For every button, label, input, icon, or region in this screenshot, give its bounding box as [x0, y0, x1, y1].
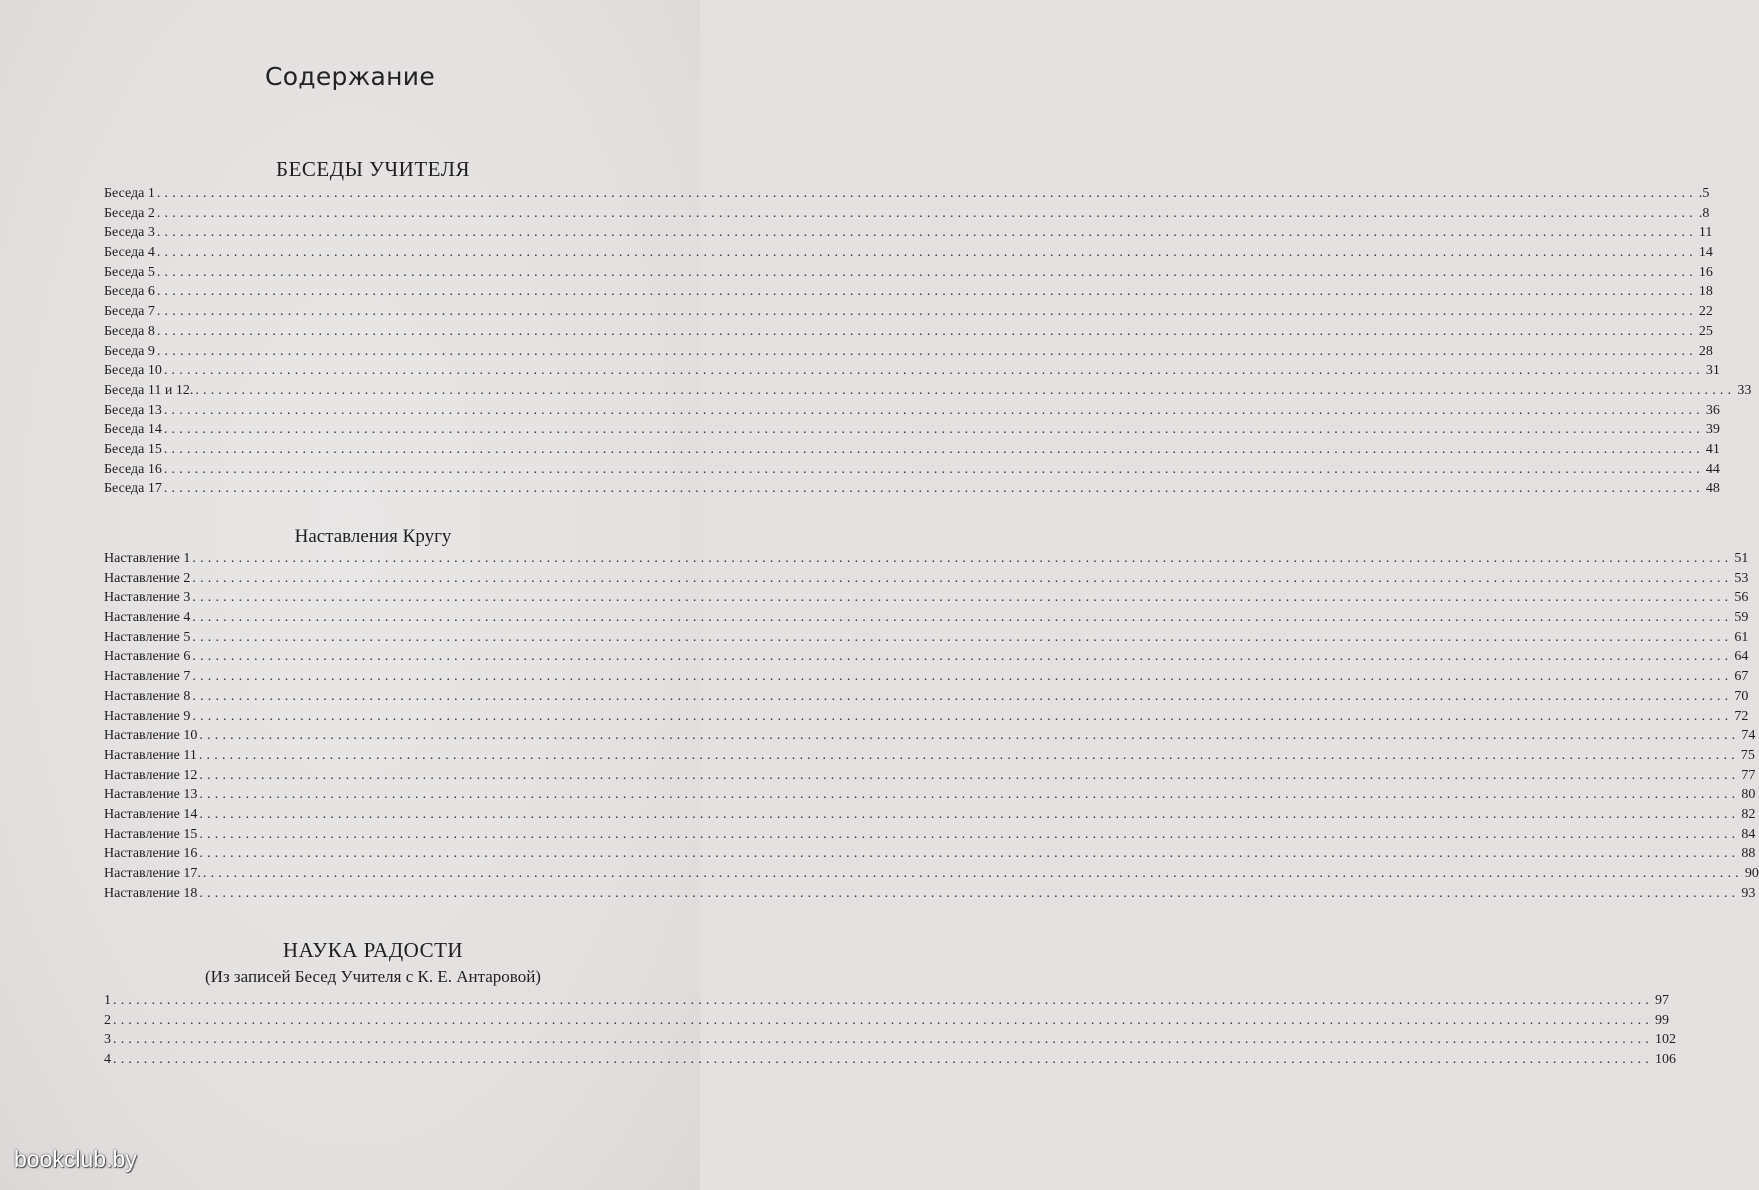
dot-leader: ........................................................................................................................................................................................................: [192, 570, 1733, 586]
toc-entry-label: Наставление 1: [104, 551, 191, 566]
toc-entry-page-number: 67: [1734, 669, 1749, 685]
toc-entry-label: Наставление 9: [104, 708, 191, 724]
dot-leader: ........................................................................................................................................................................................................: [113, 1052, 1653, 1068]
toc-entry-page-number: 64: [1734, 649, 1749, 665]
dot-leader: ........................................................................................................................................................................................................: [156, 264, 1697, 280]
toc-entry-label: Беседа 11 и 12.: [104, 382, 194, 398]
toc-entry-label: Беседа 9: [104, 343, 155, 359]
dot-leader: ........................................................................................................................................................................................................: [163, 363, 1704, 379]
toc-entry-label: 2: [104, 1012, 111, 1028]
toc-entry-page-number: 93: [1741, 885, 1756, 901]
toc-entry-page-number: 22: [1698, 304, 1713, 320]
dot-leader: ........................................................................................................................................................................................................: [192, 649, 1733, 665]
toc-entry-page-number: 39: [1705, 422, 1720, 438]
toc-entry-label: 4: [104, 1052, 111, 1068]
toc-entry: [104, 864, 1759, 884]
toc-entry: [104, 282, 1713, 302]
dot-leader: ........................................................................................................................................................................................................: [113, 993, 1653, 1008]
toc-entry-page-number: 84: [1741, 826, 1756, 842]
toc-entry-page-number: 36: [1705, 402, 1720, 418]
toc-entry-page-number: 74: [1741, 728, 1756, 744]
toc-entry: [104, 766, 1756, 786]
toc-entry: [104, 647, 1749, 667]
dot-leader: ........................................................................................................................................................................................................: [198, 747, 1739, 763]
toc-entry-label: Беседа 1: [104, 186, 155, 201]
toc-entry: [104, 420, 1720, 440]
toc-entry-page-number: 88: [1741, 846, 1756, 862]
toc-entry: [104, 479, 1720, 499]
dot-leader: ........................................................................................................................................................................................................: [199, 728, 1740, 744]
dot-leader: ........................................................................................................................................................................................................: [156, 205, 1697, 221]
toc-entry-page-number: 28: [1698, 343, 1713, 359]
toc-entry-page-number: 75: [1740, 747, 1755, 763]
toc-entry-page-number: 102: [1655, 1032, 1676, 1048]
toc-entry: [104, 223, 1713, 243]
toc-entry-label: Беседа 7: [104, 304, 155, 320]
toc-entry-label: Наставление 10: [104, 728, 198, 744]
dot-leader: ........................................................................................................................................................................................................: [199, 846, 1740, 862]
dot-leader: ........................................................................................................................................................................................................: [156, 245, 1697, 261]
toc-entry-page-number: 25: [1698, 323, 1713, 339]
toc-entry-label: Наставление 17.: [104, 866, 201, 881]
toc-entry-page-number: 106: [1655, 1052, 1676, 1068]
watermark-text: bookclub.by: [14, 1146, 137, 1172]
toc-entry-page-number: 82: [1741, 806, 1756, 822]
toc-entry: [104, 1030, 1676, 1050]
dot-leader: ........................................................................................................................................................................................................: [163, 422, 1704, 438]
toc-entry-label: Наставление 16: [104, 846, 198, 862]
toc-entry: [104, 342, 1713, 362]
toc-entry-label: Беседа 6: [104, 284, 155, 300]
dot-leader: ........................................................................................................................................................................................................: [202, 866, 1743, 881]
toc-entry-page-number: 41: [1705, 441, 1720, 457]
toc-entry: [104, 1011, 1669, 1031]
dot-leader: ........................................................................................................................................................................................................: [199, 806, 1740, 822]
toc-entry-page-number: 33: [1737, 382, 1752, 398]
section-subheading-nauka: (Из записей Бесед Учителя с К. Е. Антаровой): [205, 967, 541, 986]
toc-entry-label: Наставление 12: [104, 767, 198, 783]
dot-leader: ........................................................................................................................................................................................................: [192, 629, 1733, 645]
toc-entry-page-number: 14: [1698, 245, 1713, 261]
toc-entry-page-number: 80: [1741, 787, 1756, 803]
toc-entry: [104, 460, 1720, 480]
dot-leader: ........................................................................................................................................................................................................: [195, 382, 1736, 398]
toc-entry-label: Беседа 3: [104, 225, 155, 241]
toc-entry: [104, 628, 1749, 648]
toc-entry: [104, 884, 1756, 904]
dot-leader: ........................................................................................................................................................................................................: [156, 304, 1697, 320]
dot-leader: ........................................................................................................................................................................................................: [192, 610, 1733, 626]
toc-entry-label: Наставление 14: [104, 806, 198, 822]
dot-leader: ........................................................................................................................................................................................................: [192, 708, 1733, 724]
section-heading-besedy: БЕСЕДЫ УЧИТЕЛЯ: [276, 157, 470, 181]
dot-leader: ........................................................................................................................................................................................................: [192, 669, 1733, 685]
toc-entry-label: Наставление 3: [104, 590, 191, 606]
page-title: Содержание: [264, 62, 436, 91]
dot-leader: ........................................................................................................................................................................................................: [199, 787, 1740, 803]
toc-entry: [104, 608, 1749, 628]
toc-entry: [104, 991, 1669, 1011]
toc-entry-page-number: 51: [1734, 551, 1749, 566]
toc-entry-label: Наставление 6: [104, 649, 191, 665]
dot-leader: ........................................................................................................................................................................................................: [163, 441, 1704, 457]
toc-entry-label: 3: [104, 1032, 111, 1048]
toc-entry: [104, 381, 1752, 401]
dot-leader: ........................................................................................................................................................................................................: [192, 551, 1733, 566]
toc-entry: [104, 302, 1713, 322]
toc-entry-page-number: .5: [1698, 186, 1710, 201]
dot-leader: ........................................................................................................................................................................................................: [156, 186, 1697, 201]
toc-list-nastavleniya: [104, 549, 1759, 903]
dot-leader: ........................................................................................................................................................................................................: [192, 590, 1733, 606]
dot-leader: ........................................................................................................................................................................................................: [156, 343, 1697, 359]
toc-entry-label: Наставление 7: [104, 669, 191, 685]
toc-entry: [104, 785, 1756, 805]
dot-leader: ........................................................................................................................................................................................................: [163, 461, 1704, 477]
dot-leader: ........................................................................................................................................................................................................: [199, 767, 1740, 783]
toc-entry-page-number: 99: [1655, 1012, 1669, 1028]
toc-entry-page-number: 56: [1734, 590, 1749, 606]
toc-entry: [104, 204, 1710, 224]
toc-entry-label: Беседа 15: [104, 441, 162, 457]
toc-entry-label: Беседа 10: [104, 363, 162, 379]
toc-entry-page-number: 59: [1734, 610, 1749, 626]
toc-entry-label: Беседа 2: [104, 205, 155, 221]
toc-entry-label: Наставление 8: [104, 688, 191, 704]
section-heading-nastavleniya: Наставления Кругу: [294, 526, 452, 547]
dot-leader: ........................................................................................................................................................................................................: [113, 1032, 1653, 1048]
toc-entry: [104, 825, 1756, 845]
toc-entry-label: 1: [104, 993, 111, 1008]
toc-entry-label: Наставление 4: [104, 610, 191, 626]
toc-list-nauka: [104, 991, 1676, 1070]
toc-entry-page-number: 77: [1741, 767, 1756, 783]
dot-leader: ........................................................................................................................................................................................................: [156, 323, 1697, 339]
toc-entry-label: Наставление 13: [104, 787, 198, 803]
toc-entry: [104, 726, 1756, 746]
toc-entry-label: Беседа 5: [104, 264, 155, 280]
toc-list-besedy: [104, 184, 1752, 499]
toc-entry: [104, 263, 1713, 283]
toc-entry-label: Наставление 5: [104, 629, 191, 645]
toc-entry: [104, 440, 1720, 460]
toc-entry: [104, 401, 1720, 421]
toc-entry: [104, 243, 1713, 263]
toc-entry: [104, 184, 1710, 204]
dot-leader: ........................................................................................................................................................................................................: [156, 284, 1697, 300]
dot-leader: ........................................................................................................................................................................................................: [199, 885, 1740, 901]
toc-entry: [104, 805, 1756, 825]
toc-entry-page-number: 16: [1698, 264, 1713, 280]
toc-entry-page-number: 18: [1698, 284, 1713, 300]
toc-entry: [104, 549, 1749, 569]
toc-entry-label: Наставление 11: [104, 747, 197, 763]
toc-entry-page-number: 31: [1705, 363, 1720, 379]
toc-entry: [104, 322, 1713, 342]
toc-entry-label: Наставление 18: [104, 885, 198, 901]
dot-leader: ........................................................................................................................................................................................................: [163, 481, 1704, 497]
toc-entry: [104, 667, 1749, 687]
dot-leader: ........................................................................................................................................................................................................: [113, 1012, 1653, 1028]
toc-entry-page-number: 90: [1744, 866, 1759, 881]
toc-entry-page-number: 97: [1655, 993, 1669, 1008]
toc-entry: [104, 588, 1749, 608]
toc-entry: [104, 569, 1749, 589]
section-heading-nauka: НАУКА РАДОСТИ: [282, 938, 464, 962]
dot-leader: ........................................................................................................................................................................................................: [192, 688, 1733, 704]
toc-entry-page-number: 70: [1734, 688, 1749, 704]
toc-entry-page-number: 53: [1734, 570, 1749, 586]
toc-entry: [104, 1050, 1676, 1070]
toc-entry: [104, 707, 1749, 727]
toc-entry-page-number: .8: [1698, 205, 1710, 221]
dot-leader: ........................................................................................................................................................................................................: [156, 225, 1697, 241]
toc-entry-page-number: 48: [1705, 481, 1720, 497]
toc-entry-page-number: 61: [1734, 629, 1749, 645]
toc-entry-label: Беседа 4: [104, 245, 155, 261]
toc-entry: [104, 687, 1749, 707]
toc-entry-label: Наставление 2: [104, 570, 191, 586]
dot-leader: ........................................................................................................................................................................................................: [199, 826, 1740, 842]
toc-entry-page-number: 44: [1705, 461, 1720, 477]
toc-entry-label: Беседа 14: [104, 422, 162, 438]
toc-entry: [104, 746, 1755, 766]
dot-leader: ........................................................................................................................................................................................................: [163, 402, 1704, 418]
toc-entry-label: Беседа 13: [104, 402, 162, 418]
toc-entry-page-number: 11: [1698, 225, 1713, 241]
toc-entry: [104, 844, 1756, 864]
toc-entry-label: Наставление 15: [104, 826, 198, 842]
toc-entry-label: Беседа 8: [104, 323, 155, 339]
toc-entry-page-number: 72: [1734, 708, 1749, 724]
toc-entry-label: Беседа 16: [104, 461, 162, 477]
toc-entry-label: Беседа 17: [104, 481, 162, 497]
toc-entry: [104, 361, 1720, 381]
